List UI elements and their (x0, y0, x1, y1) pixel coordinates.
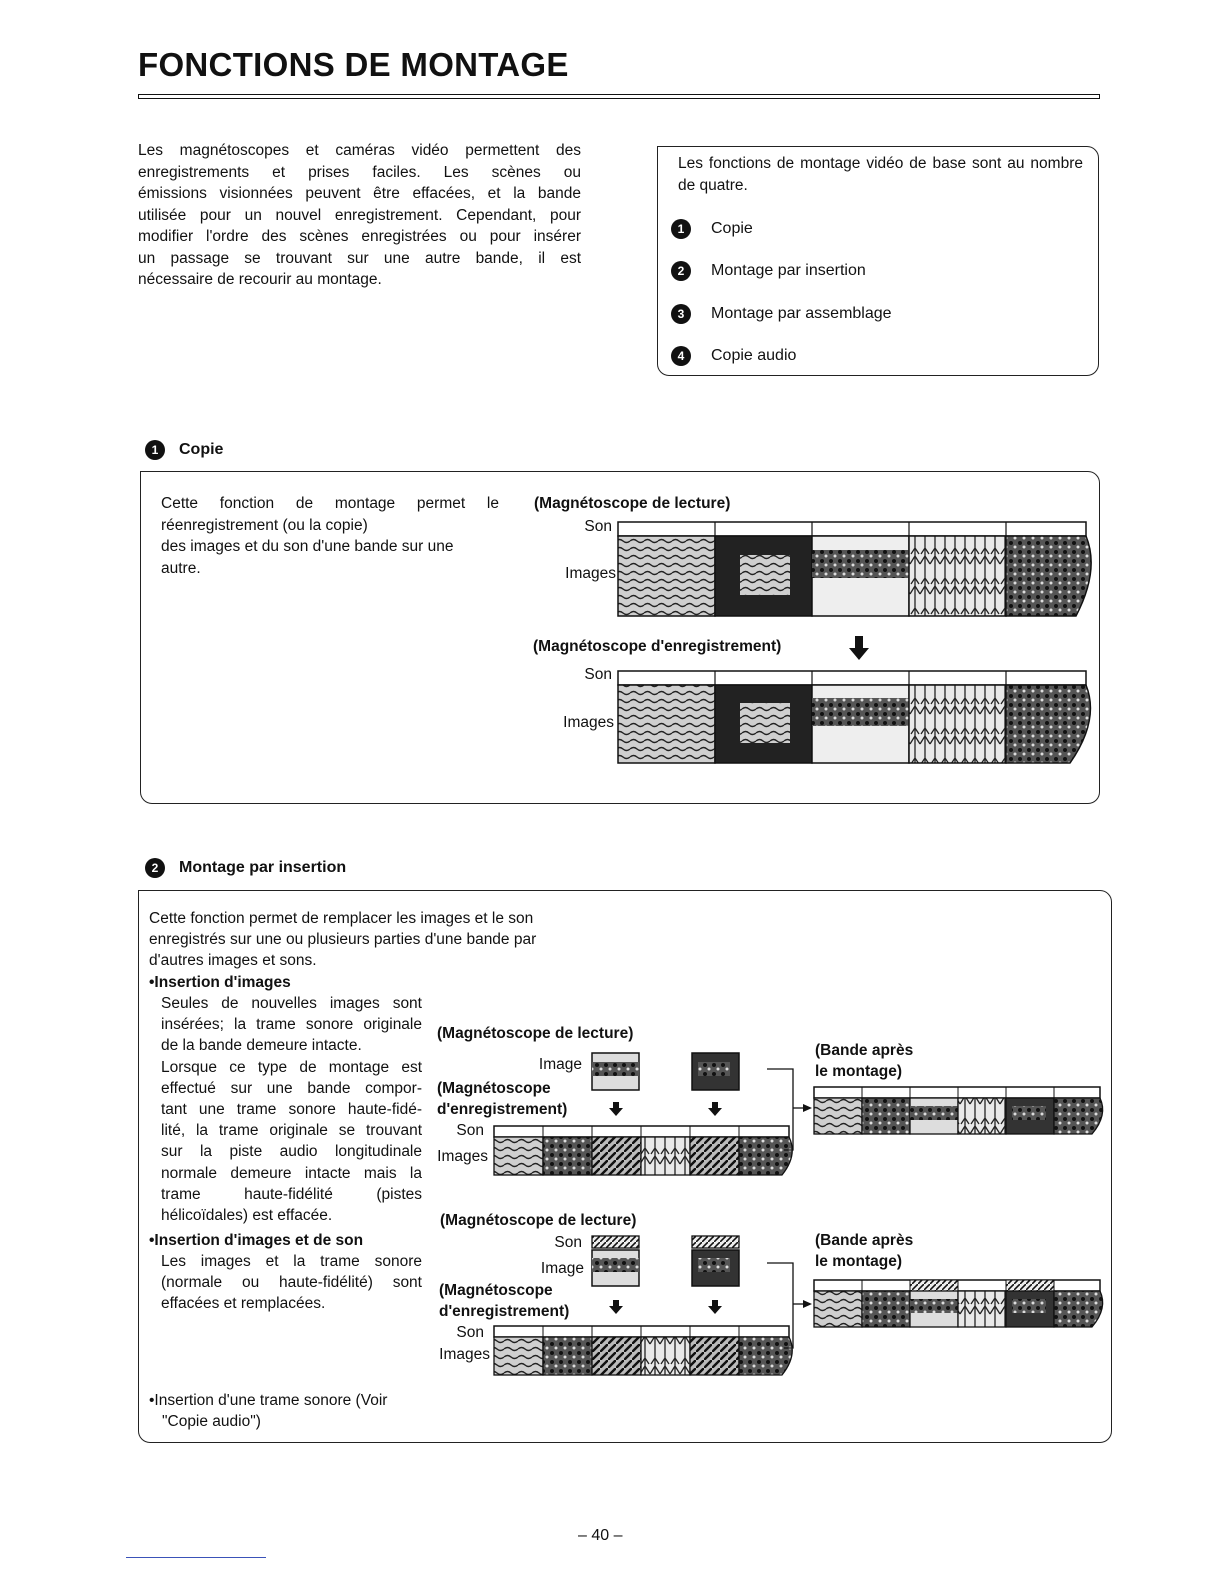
tape-frame (592, 1137, 641, 1175)
after-edit-label: (Bande après (815, 1232, 914, 1249)
number-badge: 1 (145, 440, 165, 460)
image-sound-insertion-diagram (494, 1236, 1103, 1375)
record-vcr-label: d'enregistrement) (439, 1303, 570, 1320)
section-title: Copie (179, 441, 224, 458)
section-title: Montage par insertion (179, 859, 347, 876)
summary-item-label: Montage par assemblage (711, 305, 892, 322)
text-line: trame haute-fidélité (pistes (161, 1185, 422, 1203)
desc-line: des images et du son d'une bande sur une (161, 538, 454, 555)
tape-frame (494, 1137, 543, 1175)
down-arrow-icon (609, 1102, 623, 1116)
desc-line: Cette fonction de montage permet le (161, 495, 499, 512)
son-label: Son (584, 518, 612, 535)
text-line: tant une trame sonore haute-fidé- (161, 1101, 422, 1119)
tape-frame (641, 1137, 690, 1175)
after-edit-label: (Bande après (815, 1042, 914, 1059)
image-label: Image (540, 1260, 584, 1277)
number-badge: 2 (671, 261, 691, 281)
tape-frame (543, 1337, 592, 1375)
down-arrow-icon (708, 1300, 722, 1314)
desc-line: réenregistrement (ou la copie) (161, 516, 368, 534)
desc-line: autre. (161, 559, 201, 577)
summary-lead: Les fonctions de montage vidéo de base sont au nombre de quatre. (678, 155, 1083, 194)
down-arrow-icon (609, 1300, 623, 1314)
replaced-sound-segment (1006, 1280, 1054, 1291)
image-label: Image (538, 1056, 582, 1073)
son-label: Son (554, 1234, 582, 1251)
tape-frame (862, 1291, 910, 1327)
intro-line: Les magnétoscopes et caméras vidéo permettent des (138, 142, 581, 159)
text-line: normale demeure intacte mais la (161, 1164, 422, 1182)
intro-line: enregistrements et prises faciles. Les scènes ou (138, 163, 581, 181)
tape-frame (862, 1098, 910, 1134)
intro-line: nécessaire de recourir au montage. (138, 271, 382, 288)
frame-detail (698, 1062, 730, 1076)
frame-detail (592, 1258, 639, 1272)
frame-detail (1012, 1106, 1046, 1120)
summary-item-label: Montage par insertion (711, 262, 866, 279)
sound-insertion-title: •Insertion d'images et de son (149, 1232, 364, 1249)
tape-frame (958, 1098, 1006, 1134)
intro-line: émissions visionnées peuvent être effacées, et la bande (138, 185, 581, 202)
son-label: Son (456, 1324, 484, 1341)
text-line: lité, la trame originale se trouvant (161, 1122, 422, 1140)
text-line: •Insertion d'une trame sonore (Voir (149, 1392, 388, 1409)
tape-frame (641, 1337, 690, 1375)
images-insertion-title: •Insertion d'images (149, 974, 291, 991)
summary-item-label: Copie (711, 220, 753, 237)
text-line: Lorsque ce type de montage est (161, 1058, 422, 1076)
intro-line: un passage se trouvant sur une autre bande, il est (138, 249, 581, 267)
page-title: FONCTIONS DE MONTAGE (138, 46, 569, 83)
number-badge: 1 (671, 219, 691, 239)
tape-frame (814, 1098, 862, 1134)
summary-item-label: Copie audio (711, 347, 797, 364)
number-badge: 4 (671, 346, 691, 366)
images-label: Images (437, 1148, 488, 1165)
playback-vcr-label: (Magnétoscope de lecture) (534, 495, 731, 512)
image-insertion-diagram (494, 1053, 1103, 1175)
text-line: (normale ou haute-fidélité) sont (161, 1274, 422, 1292)
playback-vcr-label: (Magnétoscope de lecture) (437, 1025, 634, 1042)
tape-frame (814, 1291, 862, 1327)
frame-detail (910, 1106, 958, 1120)
right-arrow-icon (803, 1300, 812, 1308)
record-vcr-label: (Magnétoscope (437, 1080, 551, 1097)
after-edit-label: le montage) (815, 1063, 902, 1080)
images-label: Images (565, 565, 616, 582)
text-line: effectué sur une bande compor- (161, 1079, 422, 1097)
source-sound-track (592, 1236, 639, 1248)
text-line: "Copie audio") (162, 1413, 261, 1431)
tape-frame (1054, 1098, 1103, 1134)
frame-detail (1012, 1299, 1046, 1313)
frame-detail (592, 1062, 639, 1076)
tape-frame (690, 1137, 739, 1175)
footer-rule (126, 1557, 266, 1558)
after-edit-label: le montage) (815, 1253, 902, 1270)
tape-frame (739, 1337, 792, 1375)
intro-line: Cette fonction permet de remplacer les images et le son (149, 910, 534, 927)
son-label: Son (584, 666, 612, 683)
tape-frame (543, 1137, 592, 1175)
text-line: de la bande demeure intacte. (161, 1037, 362, 1055)
record-vcr-label: (Magnétoscope d'enregistrement) (533, 638, 782, 655)
record-vcr-label: d'enregistrement) (437, 1101, 568, 1118)
record-vcr-label: (Magnétoscope (439, 1282, 553, 1299)
son-label: Son (456, 1122, 484, 1139)
number-badge: 2 (145, 858, 165, 878)
tape-frame (592, 1337, 641, 1375)
images-label: Images (439, 1346, 490, 1363)
tape-frame (1054, 1291, 1103, 1327)
intro-line: modifier l'ordre des scènes enregistrées ou pour insérer (138, 228, 581, 245)
intro-line: enregistrés sur une ou plusieurs parties d'une bande par (149, 931, 537, 949)
source-sound-track (692, 1236, 739, 1248)
tape-frame (690, 1337, 739, 1375)
tape-frame (494, 1337, 543, 1375)
down-arrow-icon (708, 1102, 722, 1116)
frame-detail (698, 1258, 730, 1272)
text-line: Seules de nouvelles images sont (161, 995, 422, 1012)
images-label: Images (563, 714, 614, 731)
text-line: hélicoïdales) est effacée. (161, 1207, 333, 1225)
text-line: Les images et la trame sonore (161, 1253, 422, 1270)
page-number: – 40 – (578, 1527, 623, 1544)
frame-detail (910, 1299, 958, 1313)
text-line: sur la piste audio longitudinale (161, 1143, 422, 1161)
intro-line: utilisée pour un nouvel enregistrement. Cependant, pour (138, 206, 581, 224)
playback-vcr-label: (Magnétoscope de lecture) (440, 1212, 637, 1229)
intro-line: d'autres images et sons. (149, 952, 317, 970)
text-line: insérées; la trame sonore originale (161, 1016, 422, 1034)
replaced-sound-segment (910, 1280, 958, 1291)
tape-frame (958, 1291, 1006, 1327)
son-track (814, 1087, 1100, 1098)
tape-frame (739, 1137, 792, 1175)
text-line: effacées et remplacées. (161, 1295, 326, 1313)
number-badge: 3 (671, 304, 691, 324)
right-arrow-icon (803, 1104, 812, 1112)
